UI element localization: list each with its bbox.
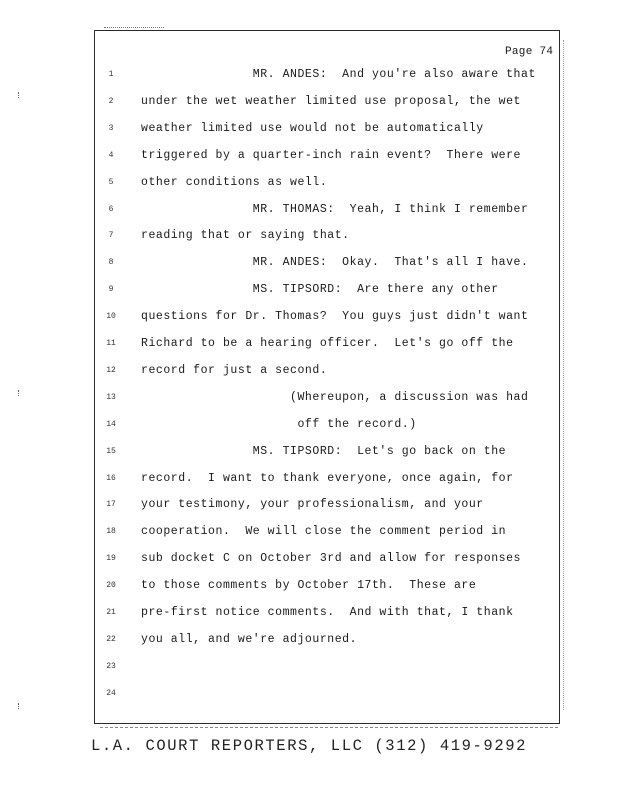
line-number: 10 (106, 312, 116, 322)
transcript-line-text: to those comments by October 17th. These are (141, 579, 477, 593)
margin-scan-mark (18, 92, 21, 98)
page-number: Page 74 (505, 46, 554, 58)
transcript-line-text: cooperation. We will close the comment period in (141, 525, 507, 539)
transcript-line-text: weather limited use would not be automatically (141, 121, 484, 135)
line-number: 21 (106, 608, 116, 617)
transcript-line-text: (Whereupon, a discussion was had (141, 390, 529, 404)
transcript-line-text: MR. ANDES: Okay. That's all I have. (141, 256, 529, 270)
transcript-line-text: MR. THOMAS: Yeah, I think I remember (141, 202, 529, 216)
line-number: 13 (106, 392, 116, 402)
transcript-line-text: pre-first notice comments. And with that, I thank (141, 606, 514, 619)
transcript-line-text: you all, and we're adjourned. (141, 632, 358, 646)
transcript-line-text: MS. TIPSORD: Are there any other (141, 283, 499, 297)
line-number: 14 (106, 419, 116, 429)
line-number: 23 (106, 661, 116, 671)
line-number: 20 (106, 581, 116, 591)
line-number: 17 (106, 500, 116, 510)
transcript-line-text: Richard to be a hearing officer. Let's go off the (141, 337, 514, 350)
scan-artifact-bottom (100, 727, 558, 729)
line-number: 8 (108, 258, 114, 268)
transcript-line-text: other conditions as well. (141, 175, 328, 189)
court-reporter-footer: L.A. COURT REPORTERS, LLC (312) 419-9292 (90, 737, 528, 755)
line-number: 2 (108, 96, 114, 106)
transcript-line-text: under the wet weather limited use proposal, the wet (141, 94, 522, 108)
line-number: 7 (108, 231, 114, 241)
transcript-line-text: record for just a second. (141, 363, 328, 377)
line-number: 24 (106, 688, 116, 698)
line-number: 18 (106, 527, 116, 537)
margin-scan-mark (18, 390, 21, 396)
transcript-line-text: sub docket C on October 3rd and allow for responses (141, 552, 522, 566)
line-number: 5 (108, 177, 114, 187)
line-number: 22 (106, 634, 116, 644)
line-number: 4 (108, 150, 114, 160)
line-number: 9 (108, 285, 114, 295)
line-number: 6 (108, 204, 114, 214)
line-number: 12 (106, 365, 116, 375)
line-number: 15 (106, 446, 116, 456)
transcript-line-text: off the record.) (141, 417, 417, 431)
line-number: 3 (108, 123, 114, 133)
line-number: 19 (106, 554, 116, 564)
line-number: 16 (106, 473, 116, 483)
transcript-line-text: MS. TIPSORD: Let's go back on the (141, 444, 507, 458)
margin-scan-mark (18, 703, 21, 709)
line-number: 1 (108, 70, 114, 79)
transcript-line-text: questions for Dr. Thomas? You guys just didn't want (141, 310, 529, 324)
transcript-line-text: your testimony, your professionalism, and your (141, 498, 484, 512)
line-number: 11 (106, 339, 116, 348)
transcript-line-text: reading that or saying that. (141, 229, 350, 243)
transcript-line-text: MR. ANDES: And you're also aware that (141, 68, 536, 81)
transcript-line-text: triggered by a quarter-inch rain event? There were (141, 148, 522, 162)
scan-artifact-right (563, 40, 565, 710)
transcript-line-text: record. I want to thank everyone, once again, for (141, 471, 514, 485)
